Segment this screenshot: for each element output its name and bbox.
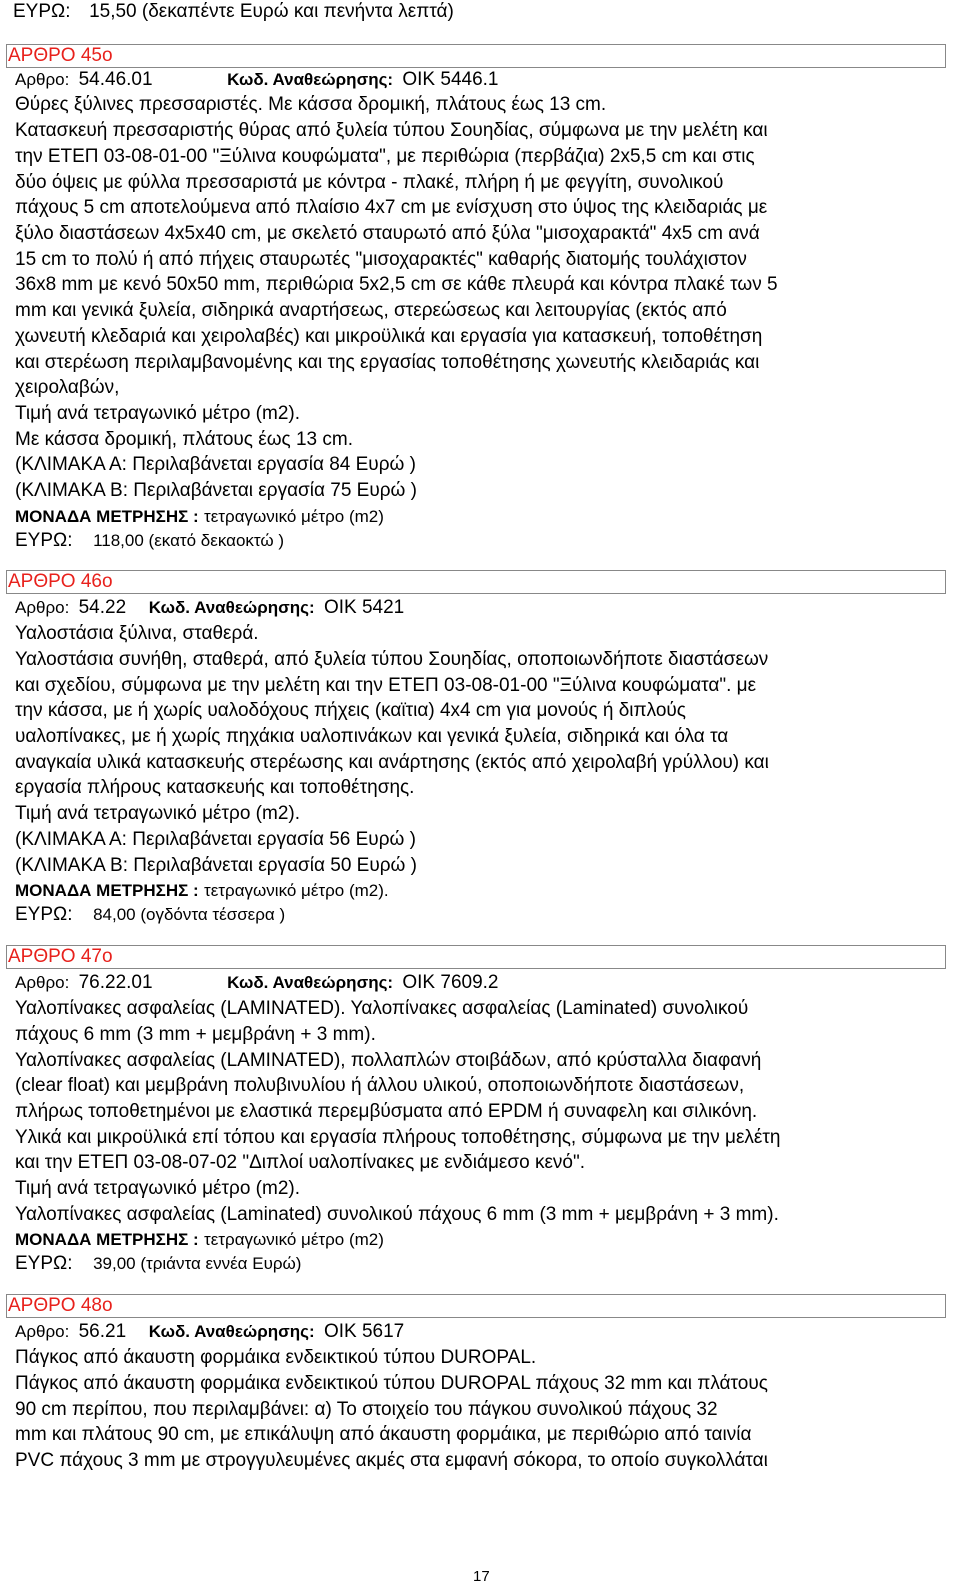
price-value: 15,50 (δεκαπέντε Ευρώ και πενήντα λεπτά): [89, 1, 454, 22]
text-line: (ΚΛΙΜΑΚΑ Α: Περιλαβάνεται εργασία 84 Ευρώ ): [15, 454, 416, 475]
kod-label: Κωδ. Αναθεώρησης:: [227, 70, 394, 89]
text-line: πλήρως τοποθετημένοι με ελαστικά περεμβύσματα από EPDM ή συναφελη και σιλικόνη.: [15, 1101, 758, 1122]
page-number: 17: [473, 1568, 490, 1585]
price-label: ΕΥΡΩ:: [15, 1253, 73, 1274]
text-line: δύο όψεις με φύλλα πρεσσαριστά με κόντρα - πλακέ, πλήρη ή με φεγγίτη, συνολικού: [15, 172, 724, 193]
text-line: 36x8 mm με κενό 50x50 mm, περιθώρια 5x2,5 cm σε κάθε πλευρά και κόντρα πλακέ των 5: [15, 274, 778, 295]
text-line: (ΚΛΙΜΑΚΑ Α: Περιλαβάνεται εργασία 56 Ευρώ ): [15, 829, 416, 850]
kod-label: Κωδ. Αναθεώρησης:: [227, 973, 394, 992]
kod-value: ΟΙΚ 5446.1: [402, 69, 499, 90]
text-line: και την ΕΤΕΠ 03-08-07-02 "Διπλοί υαλοπίνακες με ενδιάμεσο κενό".: [15, 1152, 585, 1173]
price-value: 118,00 (εκατό δεκαοκτώ ): [93, 531, 285, 550]
article-header-bar: [6, 570, 946, 594]
kod-label: Κωδ. Αναθεώρησης:: [148, 598, 315, 617]
text-line: Υαλοπίνακες ασφαλείας (Laminated) συνολικού πάχους 6 mm (3 mm + μεμβράνη + 3 mm).: [15, 1204, 779, 1225]
text-line: mm και πλάτους 90 cm, με επικάλυψη από άκαυστη φορμάικα, με περιθώριο από ταινία: [15, 1424, 752, 1445]
unit-line: [15, 1229, 384, 1251]
arthro-label: Αρθρο:: [15, 973, 70, 992]
text-line: υαλοπίνακες, με ή χωρίς πηχάκια υαλοπινάκων και γενικά ξυλεία, σιδηρικά και όλα τα: [15, 726, 729, 747]
text-line: Υλικά και μικροϋλικά επί τόπου και εργασία πλήρους τοποθέτησης, σύμφωνα με την μελέτη: [15, 1127, 781, 1148]
arthro-value: 76.22.01: [78, 972, 153, 993]
text-line: Υαλοπίνακες ασφαλείας (LAMINATED). Υαλοπίνακες ασφαλείας (Laminated) συνολικού: [15, 998, 749, 1019]
price-value: 84,00 (ογδόντα τέσσερα ): [93, 905, 286, 924]
article-meta: [15, 972, 499, 994]
text-line: (ΚΛΙΜΑΚΑ Β: Περιλαβάνεται εργασία 50 Ευρώ ): [15, 855, 417, 876]
text-line: χωνευτή κλεδαριά και χειρολαβές) και μικροϋλικά και εργασία για κατασκευή, τοποθέτηση: [15, 326, 763, 347]
arthro-label: Αρθρο:: [15, 1322, 70, 1341]
text-line: Υαλοστάσια ξύλινα, σταθερά.: [15, 623, 259, 644]
kod-value: ΟΙΚ 5617: [323, 1321, 405, 1342]
price-label: ΕΥΡΩ:: [15, 904, 73, 925]
text-line: εργασία πλήρους κατασκευής και τοποθέτησης.: [15, 777, 415, 798]
kod-value: ΟΙΚ 7609.2: [402, 972, 499, 993]
text-line: 90 cm περίπου, που περιλαμβάνει: α) Το στοιχείο του πάγκου συνολικού πάχους 32: [15, 1399, 718, 1420]
unit-value: τετραγωνικό μέτρο (m2): [204, 507, 384, 526]
unit-line: [15, 880, 389, 902]
price-label: ΕΥΡΩ:: [15, 530, 73, 551]
arthro-value: 56.21: [78, 1321, 127, 1342]
text-line: πάχους 5 cm αποτελούμενα από πλαίσιο 4x7 cm με ενίσχυση στο ύψος της κλειδαριάς με: [15, 197, 768, 218]
text-line: την ΕΤΕΠ 03-08-01-00 "Ξύλινα κουφώματα", με περιθώρια (περβάζια) 2x5,5 cm και στις: [15, 146, 755, 167]
arthro-label: Αρθρο:: [15, 598, 70, 617]
text-line: Κατασκευή πρεσσαριστής θύρας από ξυλεία τύπου Σουηδίας, σύμφωνα με την μελέτη και: [15, 120, 768, 141]
kod-value: ΟΙΚ 5421: [323, 597, 405, 618]
text-line: Υαλοστάσια συνήθη, σταθερά, από ξυλεία τύπου Σουηδίας, οποποιωνδήποτε διαστάσεων: [15, 649, 769, 670]
article-title: ΑΡΘΡΟ 48ο: [8, 1295, 113, 1316]
text-line: Τιμή ανά τετραγωνικό μέτρο (m2).: [15, 403, 301, 424]
unit-line: [15, 506, 384, 528]
text-line: ξύλο διαστάσεων 4x5x40 cm, με σκελετό σταυρωτό από ξύλα "μισοχαρακτά" 4x5 cm ανά: [15, 223, 760, 244]
article-header-bar: [6, 1294, 946, 1318]
article-title: ΑΡΘΡΟ 45ο: [8, 45, 113, 66]
text-line: και στερέωση περιλαμβανομένης και της εργασίας τοποθέτησης χωνευτής κλειδαριάς και: [15, 352, 760, 373]
text-line: Πάγκος από άκαυστη φορμάικα ενδεικτικού τύπου DUROPAL πάχους 32 mm και πλάτους: [15, 1373, 768, 1394]
article-meta: [15, 69, 499, 91]
price-line: [15, 904, 285, 926]
text-line: αναγκαία υλικά κατασκευής στερέωσης και ανάρτησης (εκτός από χειρολαβή γρύλλου) και: [15, 752, 769, 773]
text-line: Με κάσσα δρομική, πλάτους έως 13 cm.: [15, 429, 353, 450]
article-title: ΑΡΘΡΟ 47ο: [8, 946, 113, 967]
arthro-value: 54.22: [78, 597, 127, 618]
price-line: [15, 530, 284, 552]
text-line: πάχους 6 mm (3 mm + μεμβράνη + 3 mm).: [15, 1024, 376, 1045]
unit-label: ΜΟΝΑΔΑ ΜΕΤΡΗΣΗΣ :: [15, 1230, 199, 1249]
text-line: Πάγκος από άκαυστη φορμάικα ενδεικτικού τύπου DUROPAL.: [15, 1347, 537, 1368]
unit-label: ΜΟΝΑΔΑ ΜΕΤΡΗΣΗΣ :: [15, 507, 199, 526]
text-line: mm και γενικά ξυλεία, σιδηρικά αναρτήσεως, στερεώσεως και λειτουργίας (εκτός από: [15, 300, 727, 321]
article-header-bar: [6, 44, 946, 68]
price-label: ΕΥΡΩ:: [13, 1, 71, 22]
article-title: ΑΡΘΡΟ 46ο: [8, 571, 113, 592]
text-line: χειρολαβών,: [15, 377, 120, 398]
text-line: PVC πάχους 3 mm με στρογγυλευμένες ακμές στα εμφανή σόκορα, το οποίο συγκολλάται: [15, 1450, 768, 1471]
top-price-line: [13, 1, 454, 23]
text-line: (clear float) και μεμβράνη πολυβινυλίου ή άλλου υλικού, οποποιωνδήποτε διαστάσεων,: [15, 1075, 745, 1096]
price-line: [15, 1253, 301, 1275]
arthro-value: 54.46.01: [78, 69, 153, 90]
text-line: 15 cm το πολύ ή από πήχεις σταυρωτές "μισοχαρακτές" καθαρής διατομής τουλάχιστον: [15, 249, 747, 270]
article-meta: [15, 597, 404, 619]
text-line: Υαλοπίνακες ασφαλείας (LAMINATED), πολλαπλών στοιβάδων, από κρύσταλλα διαφανή: [15, 1050, 762, 1071]
text-line: Τιμή ανά τετραγωνικό μέτρο (m2).: [15, 1178, 301, 1199]
unit-value: τετραγωνικό μέτρο (m2): [204, 1230, 384, 1249]
unit-label: ΜΟΝΑΔΑ ΜΕΤΡΗΣΗΣ :: [15, 881, 199, 900]
article-meta: [15, 1321, 404, 1343]
text-line: Τιμή ανά τετραγωνικό μέτρο (m2).: [15, 803, 301, 824]
kod-label: Κωδ. Αναθεώρησης:: [148, 1322, 315, 1341]
text-line: (ΚΛΙΜΑΚΑ Β: Περιλαβάνεται εργασία 75 Ευρώ ): [15, 480, 417, 501]
unit-value: τετραγωνικό μέτρο (m2).: [204, 881, 389, 900]
text-line: και σχεδίου, σύμφωνα με την μελέτη και την ΕΤΕΠ 03-08-01-00 "Ξύλινα κουφώματα". με: [15, 675, 757, 696]
price-value: 39,00 (τριάντα εννέα Ευρώ): [93, 1254, 302, 1273]
article-header-bar: [6, 945, 946, 969]
text-line: Θύρες ξύλινες πρεσσαριστές. Με κάσσα δρομική, πλάτους έως 13 cm.: [15, 94, 607, 115]
text-line: την κάσσα, με ή χωρίς υαλοδόχους πήχεις (καϊτια) 4x4 cm για μονούς ή διπλούς: [15, 700, 686, 721]
arthro-label: Αρθρο:: [15, 70, 70, 89]
